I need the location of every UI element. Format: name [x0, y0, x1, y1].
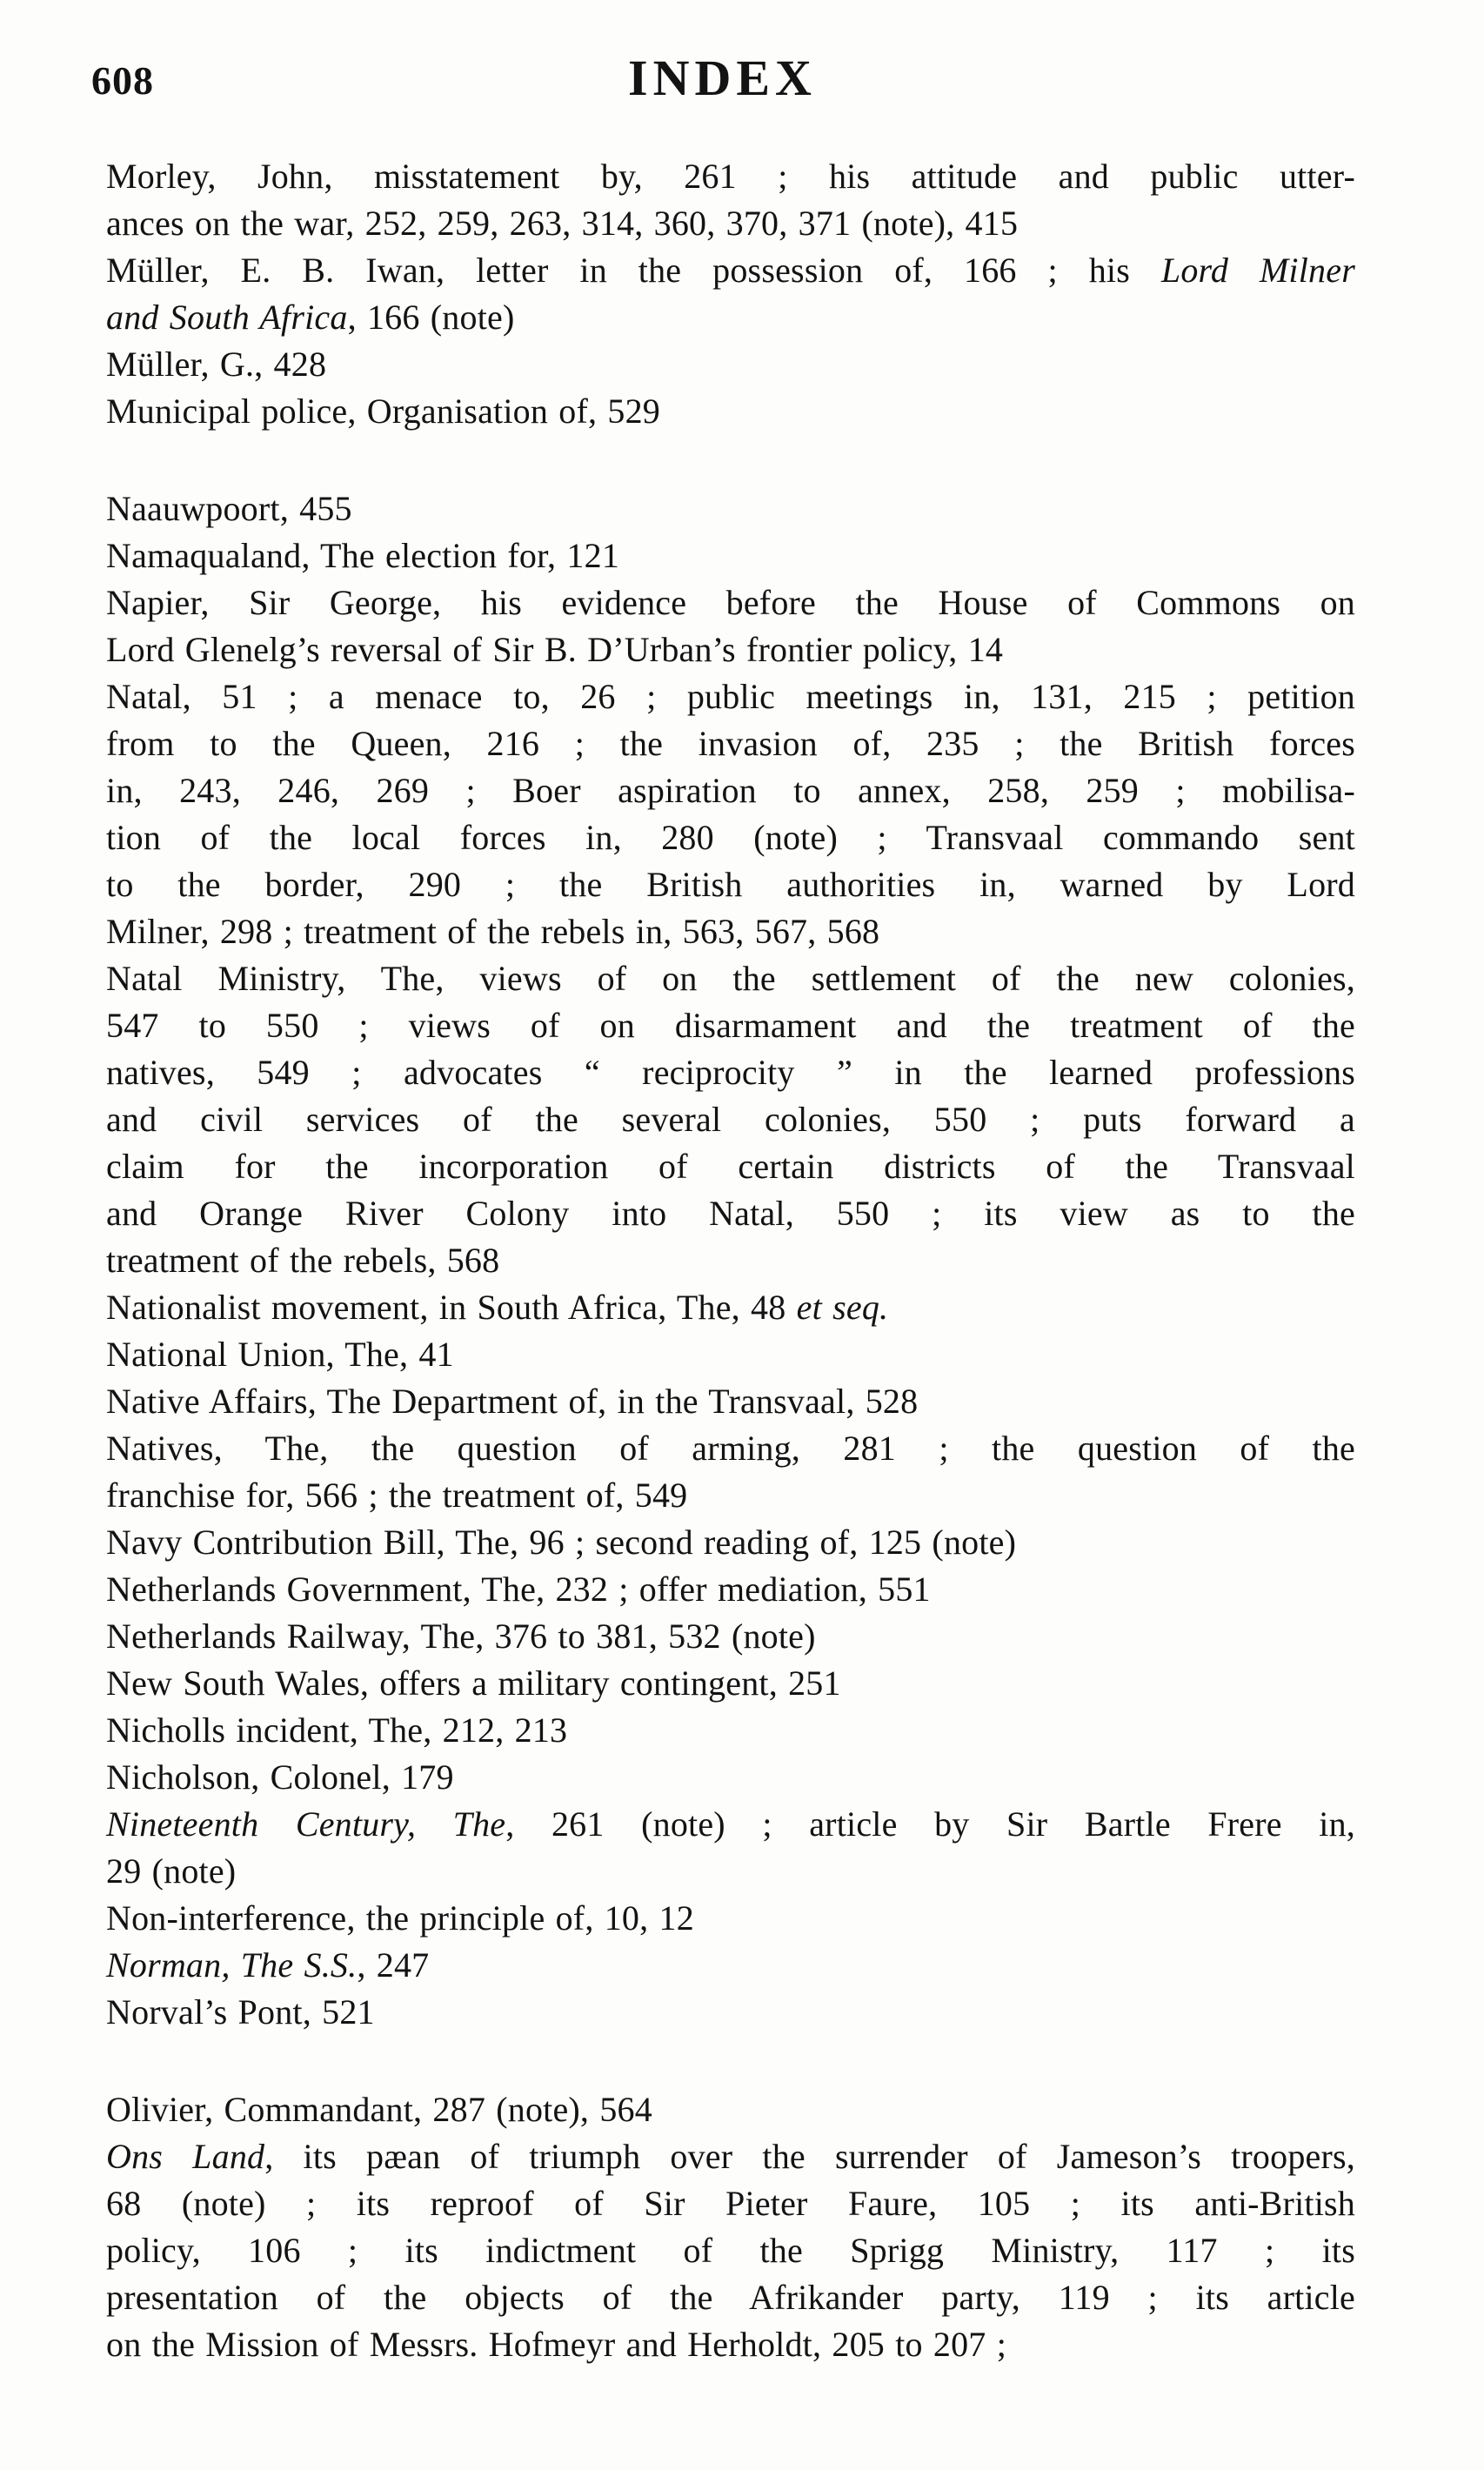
text-segment: ances on the war, 252, 259, 263, 314, 360, 370, 371 (note), 415 — [106, 204, 1019, 243]
page-title: INDEX — [628, 50, 817, 106]
italic-text: Ons Land — [106, 2137, 265, 2176]
text-segment: policy, 106 ; its indictment of the Sprigg Ministry, 117 ; its — [106, 2231, 1355, 2270]
index-entry-line — [106, 1989, 1355, 2036]
index-entry-line — [106, 1848, 1355, 1895]
index-entry — [106, 1895, 1355, 1942]
text-segment: Native Affairs, The Department of, in the Transvaal, 528 — [106, 1382, 919, 1421]
index-entry — [106, 1707, 1355, 1754]
index-entry-line — [106, 294, 1355, 341]
text-segment: to the border, 290 ; the British authorities in, warned by Lord — [106, 865, 1355, 904]
index-entry-line — [106, 673, 1355, 720]
text-segment: Lord Glenelg’s reversal of Sir B. D’Urban’s frontier policy, 14 — [106, 630, 1004, 669]
index-entry-line — [106, 341, 1355, 388]
index-entry — [106, 1519, 1355, 1566]
text-segment: Navy Contribution Bill, The, 96 ; second reading of, 125 (note) — [106, 1523, 1017, 1562]
index-entries — [106, 153, 1355, 2368]
text-segment: Olivier, Commandant, 287 (note), 564 — [106, 2090, 652, 2129]
text-segment: and Orange River Colony into Natal, 550 ; its view as to the — [106, 1194, 1355, 1233]
index-entry-line — [106, 1331, 1355, 1378]
text-segment: treatment of the rebels, 568 — [106, 1241, 500, 1280]
index-entry-line — [106, 388, 1355, 435]
index-entry-line — [106, 1143, 1355, 1190]
text-segment: Non-interference, the principle of, 10, 12 — [106, 1898, 694, 1938]
index-entry — [106, 673, 1355, 955]
text-segment: 68 (note) ; its reproof of Sir Pieter Faure, 105 ; its anti-British — [106, 2184, 1355, 2223]
index-entry-line — [106, 1096, 1355, 1143]
text-segment: 547 to 550 ; views of on disarmament and the treatment of the — [106, 1006, 1355, 1045]
index-entry-line — [106, 1942, 1355, 1989]
text-segment: Namaqualand, The election for, 121 — [106, 536, 620, 575]
index-entry-line — [106, 861, 1355, 908]
index-entry-line — [106, 1754, 1355, 1801]
index-entry-line — [106, 1519, 1355, 1566]
index-entry-line — [106, 153, 1355, 200]
text-segment: Netherlands Railway, The, 376 to 381, 532 (note) — [106, 1617, 816, 1656]
index-entry — [106, 1660, 1355, 1707]
text-segment: , 166 (note) — [347, 298, 515, 337]
index-entry-line — [106, 955, 1355, 1002]
text-segment: Netherlands Government, The, 232 ; offer mediation, 551 — [106, 1570, 931, 1609]
index-entry-line — [106, 1895, 1355, 1942]
index-entry-line — [106, 1566, 1355, 1613]
text-segment: Nationalist movement, in South Africa, The, 48 — [106, 1288, 797, 1327]
index-entry-line — [106, 1284, 1355, 1331]
index-entry-line — [106, 814, 1355, 861]
text-segment: Napier, Sir George, his evidence before the House of Commons on — [106, 583, 1355, 622]
page-header — [91, 0, 1354, 120]
text-segment: Nicholls incident, The, 212, 213 — [106, 1710, 568, 1750]
index-entry-line — [106, 626, 1355, 673]
index-entry-line — [106, 1472, 1355, 1519]
index-entry-line — [106, 200, 1355, 247]
text-segment: tion of the local forces in, 280 (note) ; Transvaal commando sent — [106, 818, 1355, 857]
text-segment: Morley, John, misstatement by, 261 ; his attitude and public utter- — [106, 157, 1355, 196]
text-segment: 29 (note) — [106, 1851, 237, 1891]
text-segment: on the Mission of Messrs. Hofmeyr and Herholdt, 205 to 207 ; — [106, 2325, 1007, 2364]
index-entry — [106, 1613, 1355, 1660]
index-entry-line — [106, 532, 1355, 579]
text-segment: Müller, G., 428 — [106, 345, 327, 384]
index-entry-line — [106, 2180, 1355, 2227]
text-segment: , 247 — [357, 1945, 430, 1985]
italic-text: Norman, The S.S. — [106, 1945, 358, 1985]
index-entry-line — [106, 1613, 1355, 1660]
text-segment: Milner, 298 ; treatment of the rebels in, 563, 567, 568 — [106, 912, 880, 951]
text-segment: , its pæan of triumph over the surrender of Jameson’s troopers, — [264, 2137, 1355, 2176]
italic-text: and South Africa — [106, 298, 348, 337]
index-entry-line — [106, 908, 1355, 955]
index-entry — [106, 1942, 1355, 1989]
text-segment: National Union, The, 41 — [106, 1335, 454, 1374]
italic-text: Lord Milner — [1160, 251, 1355, 290]
index-entry — [106, 1425, 1355, 1519]
index-entry-line — [106, 247, 1355, 294]
index-entry-line — [106, 2321, 1355, 2368]
index-entry — [106, 485, 1355, 532]
index-entry-line — [106, 579, 1355, 626]
index-entry — [106, 1378, 1355, 1425]
index-entry — [106, 1801, 1355, 1895]
index-entry — [106, 1989, 1355, 2036]
index-entry — [106, 2086, 1355, 2133]
index-entry — [106, 1754, 1355, 1801]
index-entry — [106, 1284, 1355, 1331]
index-entry — [106, 579, 1355, 673]
index-entry-line — [106, 1378, 1355, 1425]
index-entry — [106, 532, 1355, 579]
text-segment: Norval’s Pont, 521 — [106, 1992, 375, 2032]
index-entry — [106, 1331, 1355, 1378]
text-segment: New South Wales, offers a military contingent, 251 — [106, 1663, 841, 1703]
text-segment: Natal, 51 ; a menace to, 26 ; public meetings in, 131, 215 ; petition — [106, 677, 1355, 716]
index-entry-line — [106, 767, 1355, 814]
text-segment: and civil services of the several colonies, 550 ; puts forward a — [106, 1100, 1355, 1139]
text-segment: natives, 549 ; advocates “ reciprocity ” in the learned professions — [106, 1053, 1355, 1092]
text-segment: in, 243, 246, 269 ; Boer aspiration to annex, 258, 259 ; mobilisa- — [106, 771, 1355, 810]
page-number: 608 — [91, 58, 154, 103]
text-segment: Natal Ministry, The, views of on the settlement of the new colonies, — [106, 959, 1355, 998]
text-segment: Naauwpoort, 455 — [106, 489, 352, 528]
index-entry-line — [106, 2227, 1355, 2274]
index-entry-line — [106, 2086, 1355, 2133]
index-entry — [106, 1566, 1355, 1613]
index-entry-line — [106, 485, 1355, 532]
text-segment: claim for the incorporation of certain districts of the Transvaal — [106, 1147, 1355, 1186]
index-entry-line — [106, 1660, 1355, 1707]
index-entry-line — [106, 1707, 1355, 1754]
index-entry-line — [106, 1237, 1355, 1284]
text-segment: Nicholson, Colonel, 179 — [106, 1757, 454, 1797]
index-entry — [106, 388, 1355, 435]
index-entry-line — [106, 1801, 1355, 1848]
text-segment: , 261 (note) ; article by Sir Bartle Frere in, — [505, 1804, 1355, 1844]
index-entry-line — [106, 2133, 1355, 2180]
italic-text: et seq. — [796, 1288, 889, 1327]
text-segment: presentation of the objects of the Afrikander party, 119 ; its article — [106, 2278, 1355, 2317]
index-entry — [106, 153, 1355, 247]
index-entry — [106, 955, 1355, 1284]
index-entry-line — [106, 1049, 1355, 1096]
text-segment: Municipal police, Organisation of, 529 — [106, 392, 660, 431]
text-segment: Natives, The, the question of arming, 281 ; the question of the — [106, 1429, 1355, 1468]
text-segment: Müller, E. B. Iwan, letter in the possession of, 166 ; his — [106, 251, 1161, 290]
index-entry-line — [106, 1425, 1355, 1472]
index-entry-line — [106, 1002, 1355, 1049]
text-segment: from to the Queen, 216 ; the invasion of, 235 ; the British forces — [106, 724, 1355, 763]
italic-text: Nineteenth Century, The — [106, 1804, 506, 1844]
index-entry-line — [106, 720, 1355, 767]
index-entry-line — [106, 2274, 1355, 2321]
index-entry — [106, 341, 1355, 388]
index-entry — [106, 2133, 1355, 2368]
index-entry-line — [106, 1190, 1355, 1237]
index-entry — [106, 247, 1355, 341]
text-segment: franchise for, 566 ; the treatment of, 549 — [106, 1476, 688, 1515]
